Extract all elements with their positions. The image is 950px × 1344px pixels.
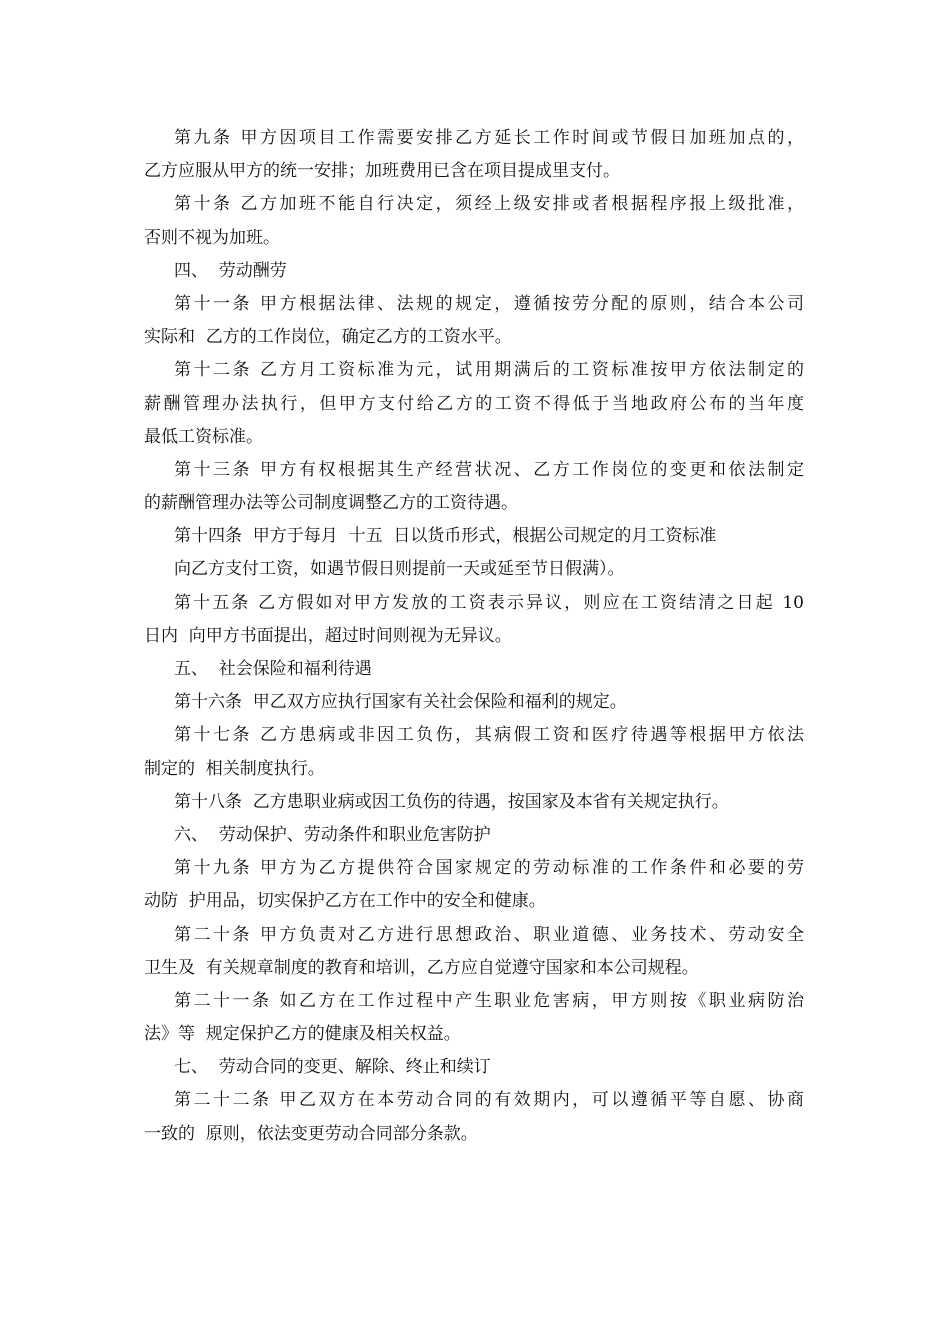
- article-21-line-1: 第二十一条 如乙方在工作过程中产生职业危害病，甲方则按《职业病防治: [174, 990, 804, 1011]
- article-12-line-3: 最低工资标准。: [144, 426, 263, 447]
- section-4-heading: 四、 劳动酬劳: [174, 260, 287, 281]
- article-22-line-1: 第二十二条 甲乙双方在本劳动合同的有效期内，可以遵循平等自愿、协商: [174, 1090, 804, 1111]
- article-10-line-2: 否则不视为加班。: [144, 227, 280, 248]
- article-17-line-1: 第十七条 乙方患病或非因工负伤，其病假工资和医疗待遇等根据甲方依法: [174, 725, 804, 746]
- contract-text-body: [144, 122, 804, 1151]
- article-15-line-2: 日内 向甲方书面提出，超过时间则视为无异议。: [144, 625, 512, 646]
- article-16-line-1: 第十六条 甲乙双方应执行国家有关社会保险和福利的规定。: [174, 692, 627, 713]
- article-20-line-2: 卫生及 有关规章制度的教育和培训，乙方应自觉遵守国家和本公司规程。: [144, 957, 699, 978]
- article-12-line-2: 薪酬管理办法执行，但甲方支付给乙方的工资不得低于当地政府公布的当年度: [144, 393, 804, 414]
- article-15-line-1: 第十五条 乙方假如对甲方发放的工资表示异议，则应在工资结清之日起 10: [174, 592, 804, 613]
- article-10-line-1: 第十条 乙方加班不能自行决定，须经上级安排或者根据程序报上级批准，: [174, 194, 804, 215]
- article-21-line-2: 法》等 规定保护乙方的健康及相关权益。: [144, 1024, 461, 1045]
- article-9-line-1: 第九条 甲方因项目工作需要安排乙方延长工作时间或节假日加班加点的，: [174, 128, 804, 148]
- article-11-line-1: 第十一条 甲方根据法律、法规的规定，遵循按劳分配的原则，结合本公司: [174, 293, 804, 314]
- article-14-line-1: 第十四条 甲方于每月 十五 日以货币形式，根据公司规定的月工资标准: [174, 526, 717, 547]
- article-22-line-2: 一致的 原则，依法变更劳动合同部分条款。: [144, 1123, 478, 1144]
- article-19-line-1: 第十九条 甲方为乙方提供符合国家规定的劳动标准的工作条件和必要的劳: [174, 858, 804, 879]
- article-9-line-2: 乙方应服从甲方的统一安排；加班费用已含在项目提成里支付。: [144, 161, 620, 182]
- article-17-line-2: 制定的 相关制度执行。: [144, 758, 325, 779]
- section-7-heading: 七、 劳动合同的变更、解除、终止和续订: [174, 1057, 491, 1078]
- article-13-line-1: 第十三条 甲方有权根据其生产经营状况、乙方工作岗位的变更和依法制定: [174, 459, 804, 480]
- section-6-heading: 六、 劳动保护、劳动条件和职业危害防护: [174, 824, 491, 845]
- article-14-line-2: 向乙方支付工资，如遇节假日则提前一天或延至节日假满）。: [174, 559, 625, 580]
- article-11-line-2: 实际和 乙方的工作岗位，确定乙方的工资水平。: [144, 327, 512, 348]
- article-12-line-1: 第十二条 乙方月工资标准为元，试用期满后的工资标准按甲方依法制定的: [174, 360, 804, 381]
- article-20-line-1: 第二十条 甲方负责对乙方进行思想政治、职业道德、业务技术、劳动安全: [174, 924, 804, 945]
- section-5-heading: 五、 社会保险和福利待遇: [174, 659, 372, 679]
- article-19-line-2: 动防 护用品，切实保护乙方在工作中的安全和健康。: [144, 891, 546, 912]
- article-13-line-2: 的薪酬管理办法等公司制度调整乙方的工资待遇。: [144, 493, 518, 514]
- article-18-line-1: 第十八条 乙方患职业病或因工负伤的待遇，按国家及本省有关规定执行。: [174, 791, 729, 812]
